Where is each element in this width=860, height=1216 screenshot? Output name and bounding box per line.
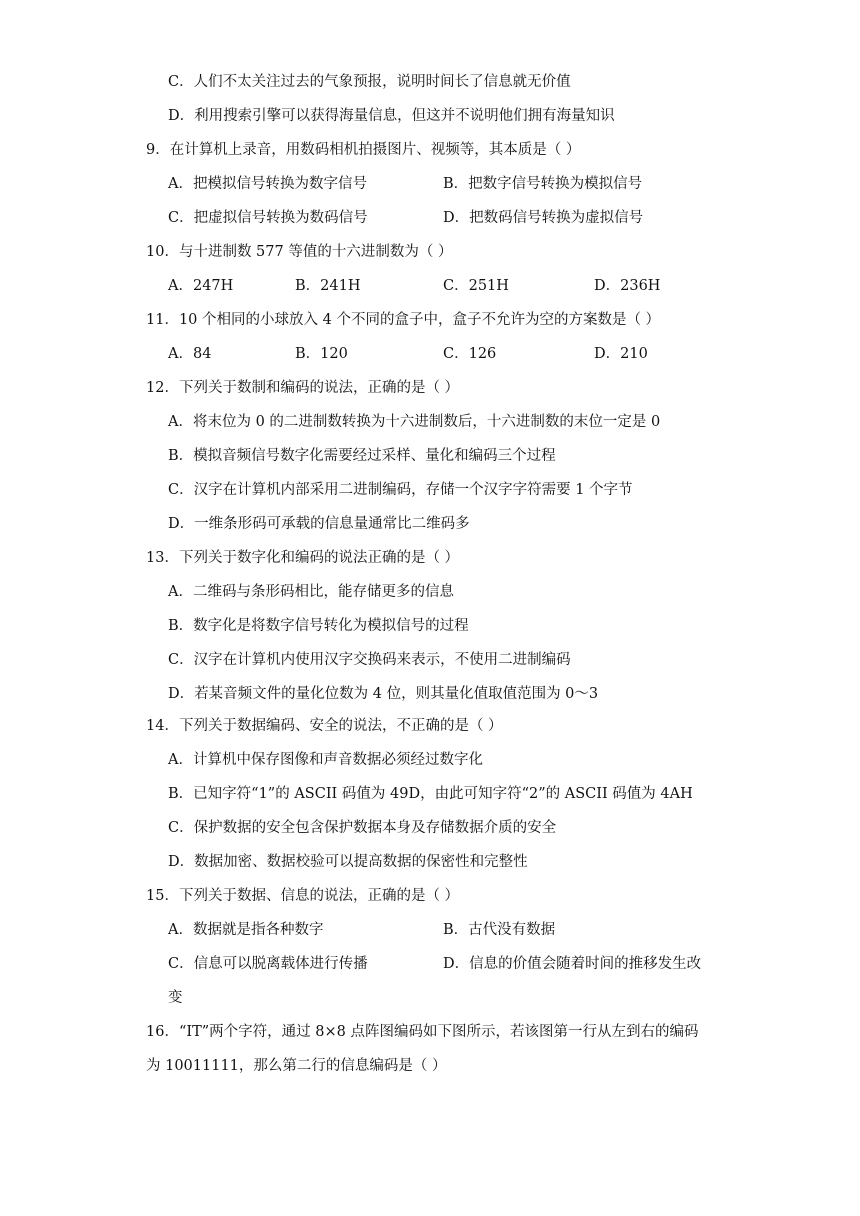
q16-stem-line2: 为 10011111，那么第二行的信息编码是（ ） — [146, 1058, 447, 1074]
q10-option-c: C．251H — [443, 278, 509, 294]
q14-option-b: B．已知字符“1”的 ASCII 码值为 49D，由此可知字符“2”的 ASCII 码值为 4AH — [168, 786, 693, 802]
q15-option-d: D．信息的价值会随着时间的推移发生改 — [443, 956, 702, 972]
q9-option-c: C．把虚拟信号转换为数码信号 — [168, 210, 368, 226]
q11-option-a: A．84 — [168, 346, 212, 362]
q13-option-d: D．若某音频文件的量化位数为 4 位，则其量化值取值范围为 0～3 — [168, 686, 599, 702]
q9-option-a: A．把模拟信号转换为数字信号 — [168, 176, 367, 192]
q10-option-b: B．241H — [295, 278, 361, 294]
q12-option-c: C．汉字在计算机内部采用二进制编码，存储一个汉字字符需要 1 个字节 — [168, 482, 633, 498]
q14-stem: 14．下列关于数据编码、安全的说法，不正确的是（ ） — [146, 718, 503, 734]
q15-stem: 15．下列关于数据、信息的说法，正确的是（ ） — [146, 888, 460, 904]
q9-option-d: D．把数码信号转换为虚拟信号 — [443, 210, 644, 226]
q11-option-d: D．210 — [594, 346, 648, 362]
q15-option-c: C．信息可以脱离载体进行传播 — [168, 956, 368, 972]
q13-stem: 13．下列关于数字化和编码的说法正确的是（ ） — [146, 550, 460, 566]
q14-option-d: D．数据加密、数据校验可以提高数据的保密性和完整性 — [168, 854, 528, 870]
q10-option-d: D．236H — [594, 278, 661, 294]
q9-option-b: B．把数字信号转换为模拟信号 — [443, 176, 643, 192]
q8-option-c: C．人们不太关注过去的气象预报，说明时间长了信息就无价值 — [168, 74, 571, 90]
q16-stem-line1: 16．“IT”两个字符，通过 8×8 点阵图编码如下图所示，若该图第一行从左到右的编码 — [146, 1024, 699, 1040]
q13-option-c: C．汉字在计算机内使用汉字交换码来表示，不使用二进制编码 — [168, 652, 571, 668]
q15-option-b: B．古代没有数据 — [443, 922, 556, 938]
q10-stem: 10．与十进制数 577 等值的十六进制数为（ ） — [146, 244, 453, 260]
q11-option-b: B．120 — [295, 346, 348, 362]
q11-stem: 11．10 个相同的小球放入 4 个不同的盒子中，盒子不允许为空的方案数是（ ） — [146, 312, 661, 328]
q14-option-c: C．保护数据的安全包含保护数据本身及存储数据介质的安全 — [168, 820, 557, 836]
q9-stem: 9．在计算机上录音，用数码相机拍摄图片、视频等，其本质是（ ） — [146, 142, 581, 158]
q12-option-d: D．一维条形码可承载的信息量通常比二维码多 — [168, 516, 470, 532]
q15-option-d-continued: 变 — [168, 990, 183, 1006]
q11-option-c: C．126 — [443, 346, 497, 362]
q12-option-a: A．将末位为 0 的二进制数转换为十六进制数后，十六进制数的末位一定是 0 — [168, 414, 661, 430]
q12-option-b: B．模拟音频信号数字化需要经过采样、量化和编码三个过程 — [168, 448, 556, 464]
q14-option-a: A．计算机中保存图像和声音数据必须经过数字化 — [168, 752, 483, 768]
q13-option-b: B．数字化是将数字信号转化为模拟信号的过程 — [168, 618, 469, 634]
q13-option-a: A．二维码与条形码相比，能存储更多的信息 — [168, 584, 454, 600]
q12-stem: 12．下列关于数制和编码的说法，正确的是（ ） — [146, 380, 460, 396]
q10-option-a: A．247H — [168, 278, 234, 294]
q15-option-a: A．数据就是指各种数字 — [168, 922, 324, 938]
q8-option-d: D．利用搜索引擎可以获得海量信息，但这并不说明他们拥有海量知识 — [168, 108, 615, 124]
